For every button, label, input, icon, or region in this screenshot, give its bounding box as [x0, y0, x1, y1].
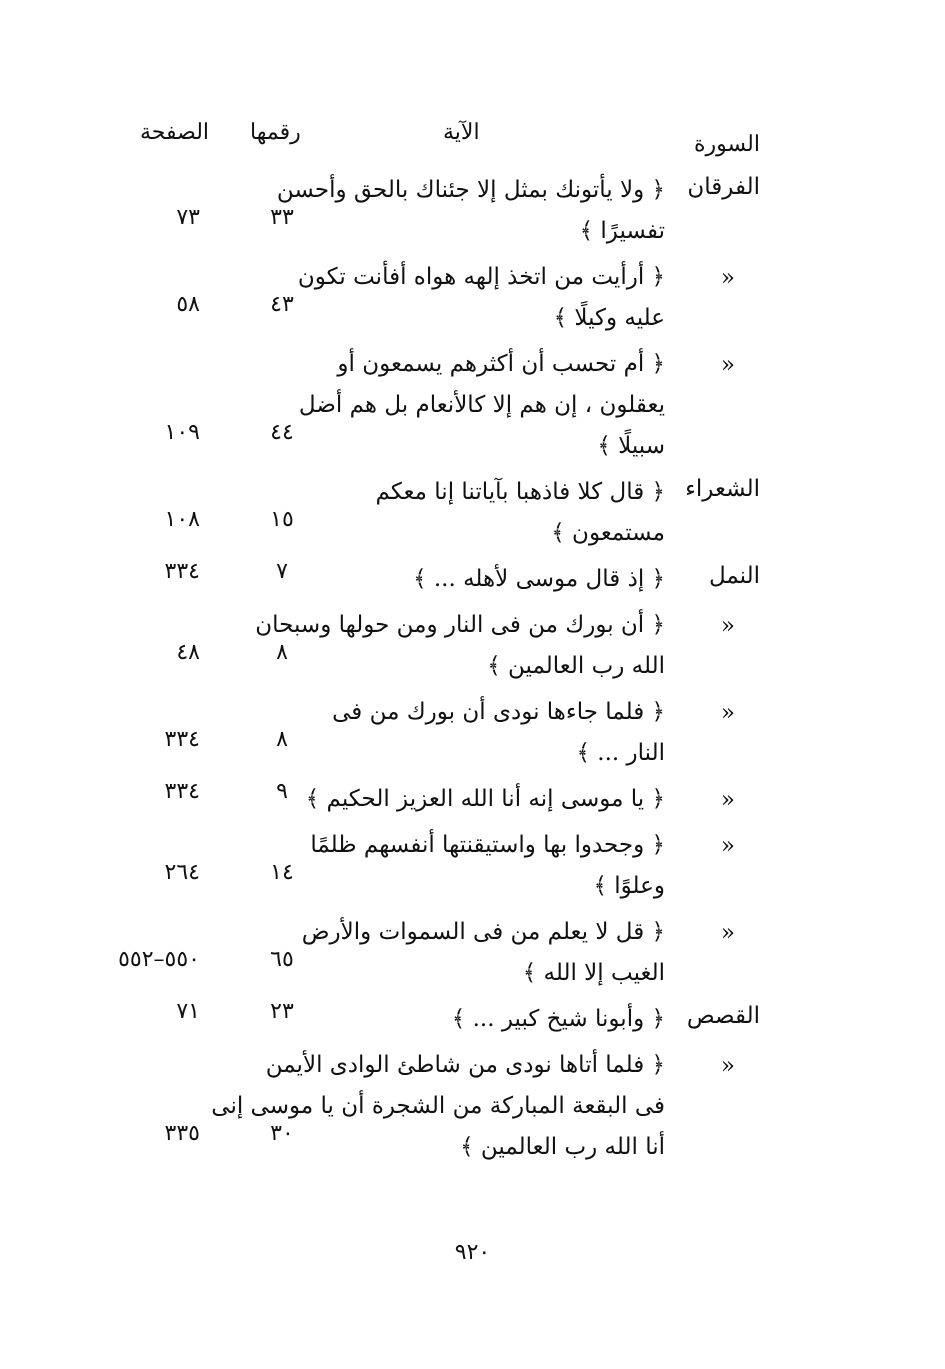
page-reference: ٥٥٠–٥٥٢	[118, 947, 200, 972]
ayah-line: فى البقعة المباركة من الشجرة أن يا موسى إنى	[211, 1093, 665, 1119]
table-row	[0, 779, 945, 820]
ayah-text	[305, 779, 665, 820]
ayah-line: الله رب العالمين ﴾	[487, 653, 665, 679]
table-row	[0, 999, 945, 1040]
ayah-text	[305, 692, 665, 774]
index-table	[0, 170, 945, 1173]
page-reference: ٣٣٤	[164, 779, 200, 804]
ayah-line: أنا الله رب العالمين ﴾	[460, 1134, 665, 1160]
ayah-line: عليه وكيلًا ﴾	[553, 305, 665, 331]
surah-name: «	[720, 700, 735, 726]
ayah-number: ٨	[276, 640, 288, 665]
ayah-text	[305, 999, 665, 1040]
page-reference: ٣٣٥	[164, 1121, 200, 1146]
table-row	[0, 170, 945, 252]
table-row	[0, 257, 945, 339]
surah-name: «	[720, 1053, 735, 1079]
ayah-line: تفسيرًا ﴾	[579, 218, 665, 244]
ayah-line: ﴿ قل لا يعلم من فى السموات والأرض	[301, 919, 665, 945]
ayah-line: ﴿ إذ قال موسى لأهله ... ﴾	[413, 566, 665, 592]
ayah-number: ١٤	[270, 860, 294, 885]
ayah-line: النار ... ﴾	[576, 740, 665, 766]
ayah-number: ٤٣	[270, 292, 294, 317]
ayah-text	[301, 912, 665, 994]
page-reference: ٢٦٤	[164, 860, 200, 885]
surah-name: «	[720, 613, 735, 639]
header-surah: السورة	[694, 132, 760, 157]
table-row	[0, 912, 945, 994]
surah-name: «	[720, 920, 735, 946]
ayah-number: ٢٣	[270, 999, 294, 1024]
table-row	[0, 472, 945, 554]
ayah-number: ٧	[276, 559, 288, 584]
surah-name: الفرقان	[687, 174, 760, 200]
ayah-line: ﴿ يا موسى إنه أنا الله العزيز الحكيم ﴾	[305, 786, 665, 812]
surah-name: الشعراء	[685, 476, 760, 502]
table-row	[0, 605, 945, 687]
header-ayah-number: رقمها	[250, 120, 301, 145]
surah-name: النمل	[708, 563, 760, 589]
ayah-number: ٦٥	[270, 947, 294, 972]
surah-name: «	[720, 352, 735, 378]
page-reference: ٥٨	[176, 292, 200, 317]
surah-name: القصص	[686, 1003, 760, 1029]
table-row	[0, 344, 945, 467]
ayah-text	[298, 344, 665, 467]
surah-name: «	[720, 265, 735, 291]
ayah-number: ١٥	[270, 507, 294, 532]
ayah-line: سبيلًا ﴾	[597, 433, 665, 459]
header-ayah: الآية	[443, 120, 480, 145]
page-reference: ٤٨	[176, 640, 200, 665]
page-number: ٩٢٠	[454, 1240, 491, 1265]
page-reference: ٧٣	[176, 205, 200, 230]
ayah-number: ٤٤	[270, 420, 294, 445]
ayah-line: وعلوًا ﴾	[593, 873, 665, 899]
page-reference: ١٠٨	[164, 507, 200, 532]
ayah-line: ﴿ وجحدوا بها واستيقنتها أنفسهم ظلمًا	[310, 832, 665, 858]
ayah-number: ٩	[276, 779, 288, 804]
ayah-line: ﴿ فلما جاءها نودى أن بورك من فى	[332, 699, 665, 725]
ayah-line: ﴿ أن بورك من فى النار ومن حولها وسبحان	[255, 612, 665, 638]
page-reference: ٣٣٤	[164, 727, 200, 752]
page-reference: ١٠٩	[164, 420, 200, 445]
ayah-line: يعقلون ، إن هم إلا كالأنعام بل هم أضل	[298, 392, 665, 418]
surah-name: «	[720, 833, 735, 859]
ayah-number: ٣٣	[270, 205, 294, 230]
ayah-line: ﴿ أم تحسب أن أكثرهم يسمعون أو	[337, 351, 665, 377]
ayah-text	[305, 559, 665, 600]
ayah-number: ٣٠	[270, 1121, 294, 1146]
ayah-line: ﴿ ولا يأتونك بمثل إلا جئناك بالحق وأحسن	[276, 177, 665, 203]
page-reference: ٧١	[176, 999, 200, 1024]
table-row	[0, 825, 945, 907]
ayah-number: ٨	[276, 727, 288, 752]
ayah-line: ﴿ فلما أتاها نودى من شاطئ الوادى الأيمن	[265, 1052, 665, 1078]
ayah-line: ﴿ أرأيت من اتخذ إلهه هواه أفأنت تكون	[297, 264, 665, 290]
column-headers	[0, 120, 945, 160]
ayah-line: الغيب إلا الله ﴾	[522, 960, 665, 986]
ayah-text	[305, 825, 665, 907]
table-row	[0, 692, 945, 774]
ayah-text	[297, 257, 665, 339]
table-row	[0, 1045, 945, 1168]
ayah-text	[255, 605, 665, 687]
ayah-line: ﴿ قال كلا فاذهبا بآياتنا إنا معكم	[375, 479, 665, 505]
ayah-line: ﴿ وأبونا شيخ كبير ... ﴾	[451, 1006, 665, 1032]
ayah-text	[305, 472, 665, 554]
ayah-line: مستمعون ﴾	[551, 520, 665, 546]
surah-name: «	[720, 787, 735, 813]
header-page: الصفحة	[140, 120, 210, 145]
page-reference: ٣٣٤	[164, 559, 200, 584]
table-row	[0, 559, 945, 600]
